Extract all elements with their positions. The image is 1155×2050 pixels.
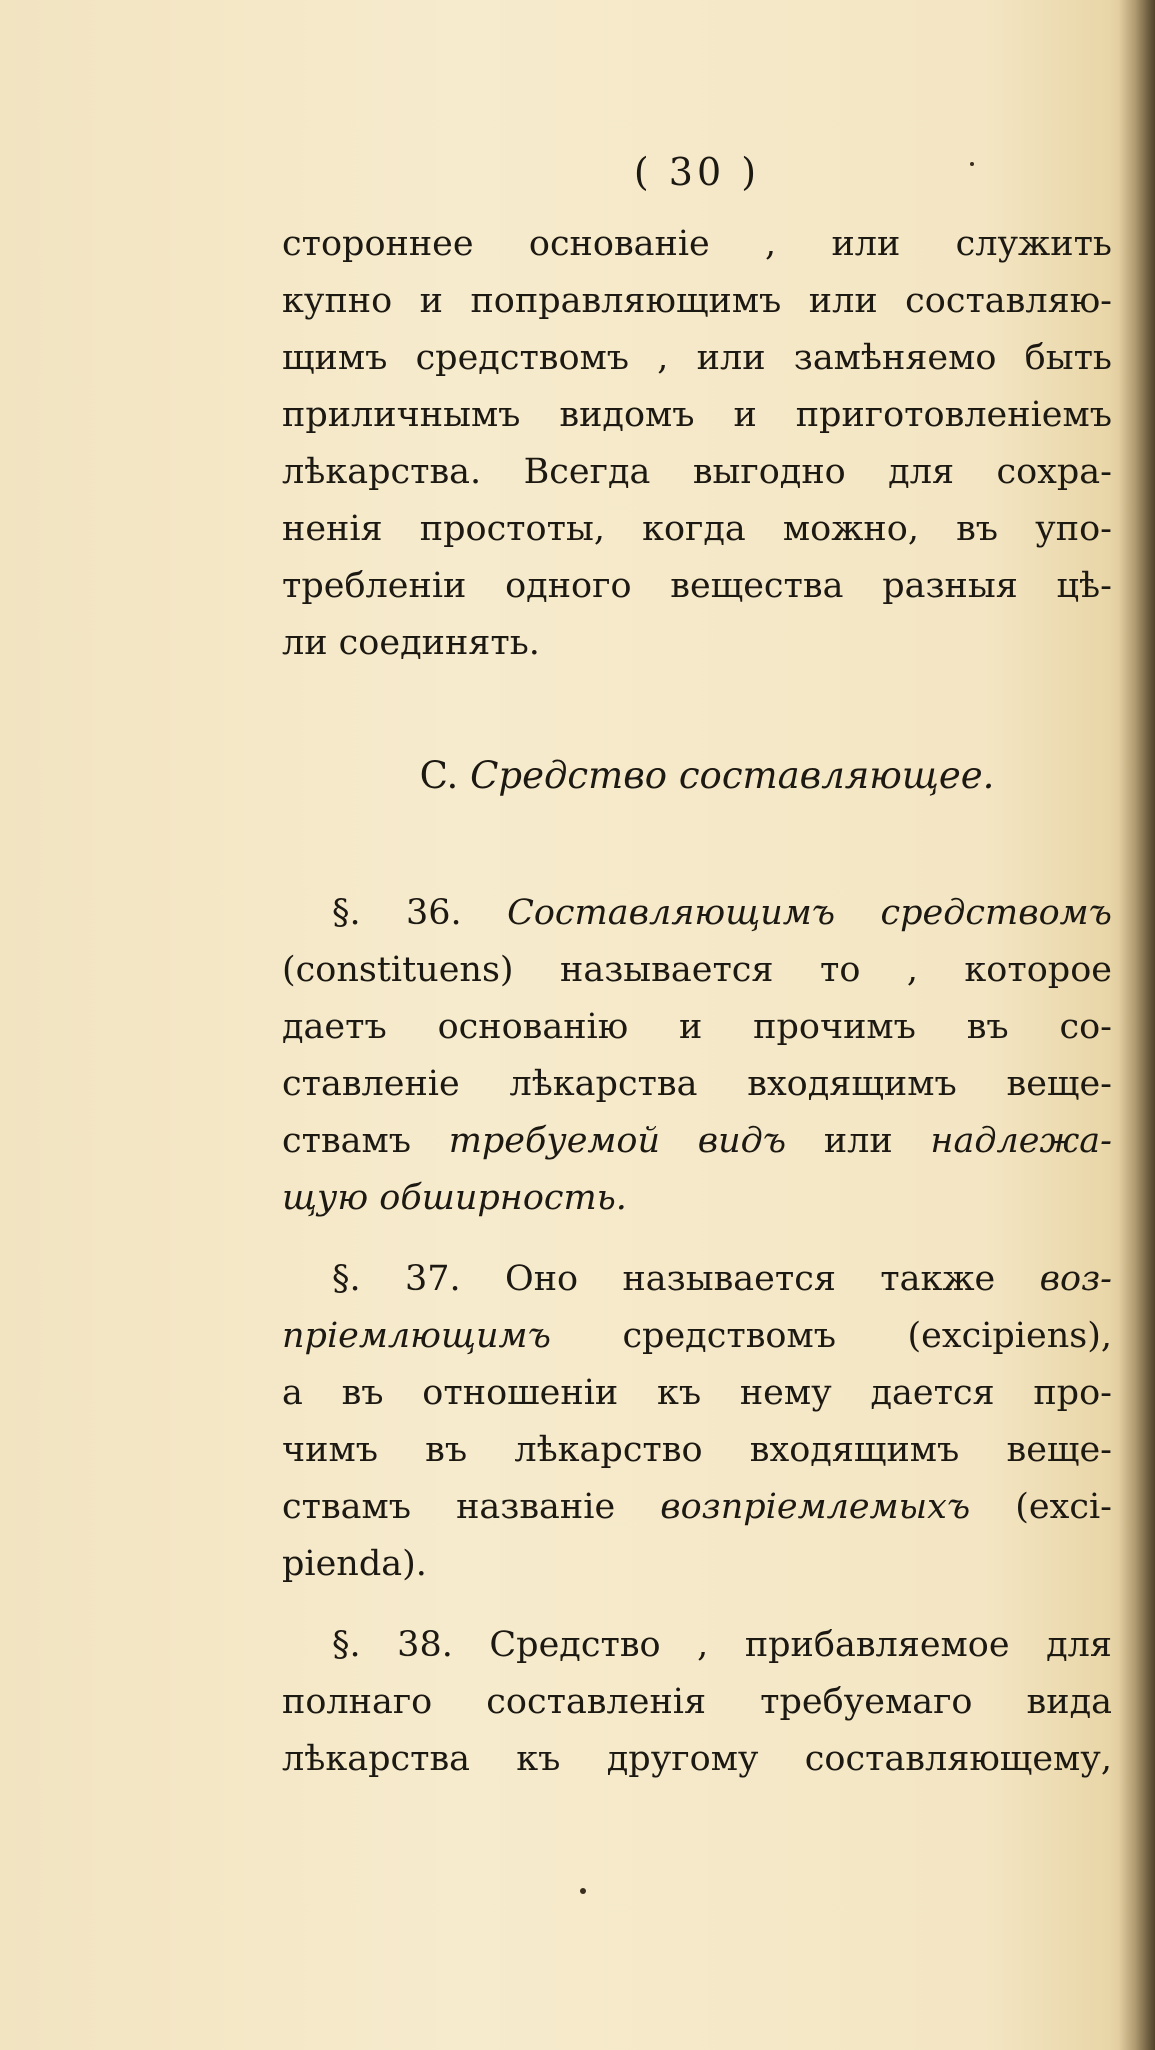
text-run: ствамъ <box>282 1121 412 1161</box>
binding-shadow <box>1119 0 1155 2050</box>
paragraph-36 <box>282 885 1112 1227</box>
paragraph-37 <box>282 1251 1112 1593</box>
page-number: ( 30 ) <box>633 150 761 194</box>
text-line: полнаго составленiя требуемаго вида <box>282 1682 1112 1722</box>
text-line: ли соединять. <box>282 623 540 663</box>
text-block <box>282 150 1112 1812</box>
text-run: ствамъ названiе <box>282 1487 616 1527</box>
emphasis: требуемой видъ <box>448 1121 787 1161</box>
emphasis: надлежа- <box>930 1121 1112 1161</box>
defined-term: Составляющимъ средствомъ <box>507 893 1112 933</box>
emphasis: воз- <box>1039 1259 1112 1299</box>
text-line: требленiи одного вещества разныя цѣ- <box>282 566 1112 606</box>
paragraph-number: §. 38. <box>332 1625 453 1665</box>
text-line <box>282 1170 1112 1227</box>
text-line: ненiя простоты, когда можно, въ упо- <box>282 509 1112 549</box>
text-line: лѣкарства къ другому составляющему, <box>282 1739 1112 1779</box>
text-line: даетъ основанiю и прочимъ въ со- <box>282 1007 1112 1047</box>
text-run: или <box>823 1121 893 1161</box>
text-line <box>282 1308 1112 1365</box>
text-line: чимъ въ лѣкарство входящимъ веще- <box>282 1430 1112 1470</box>
ink-speck <box>970 162 974 166</box>
text-line: купно и поправляющимъ или составляю- <box>282 281 1112 321</box>
text-line: pienda). <box>282 1544 427 1584</box>
paragraph-number: §. 36. <box>332 893 462 933</box>
text-line: щимъ средствомъ , или замѣняемо быть <box>282 338 1112 378</box>
ink-speck <box>580 1888 586 1894</box>
text-line <box>282 885 1112 942</box>
section-letter: C. <box>419 754 459 797</box>
text-line: ставленiе лѣкарства входящимъ веще- <box>282 1064 1112 1104</box>
emphasis: прiемлющимъ <box>282 1316 551 1356</box>
text-line: (constituens) называется то , которое <box>282 950 1112 990</box>
text-line <box>282 1479 1112 1536</box>
paragraph-38 <box>282 1617 1112 1788</box>
text-line: лѣкарства. Всегда выгодно для сохра- <box>282 452 1112 492</box>
emphasis: возпрiемлемыхъ <box>660 1487 971 1527</box>
text-line <box>282 1113 1112 1170</box>
text-line <box>282 1251 1112 1308</box>
section-heading <box>282 754 1112 797</box>
section-title: Средство составляющее. <box>470 754 995 797</box>
paragraph-number: §. 37. <box>332 1259 461 1299</box>
text-line: а въ отношенiи къ нему дается про- <box>282 1373 1112 1413</box>
text-run: Средство , прибавляемое для <box>489 1625 1112 1665</box>
text-run: (exci- <box>1015 1487 1112 1527</box>
text-line: приличнымъ видомъ и приготовленiемъ <box>282 395 1112 435</box>
text-line: стороннее основанiе , или служить <box>282 224 1112 264</box>
emphasis: щую обширность. <box>282 1178 627 1218</box>
paragraph-continuation <box>282 216 1112 672</box>
text-line <box>282 1617 1112 1674</box>
text-run: Оно называется также <box>505 1259 996 1299</box>
text-run: средствомъ (excipiens), <box>622 1316 1112 1356</box>
